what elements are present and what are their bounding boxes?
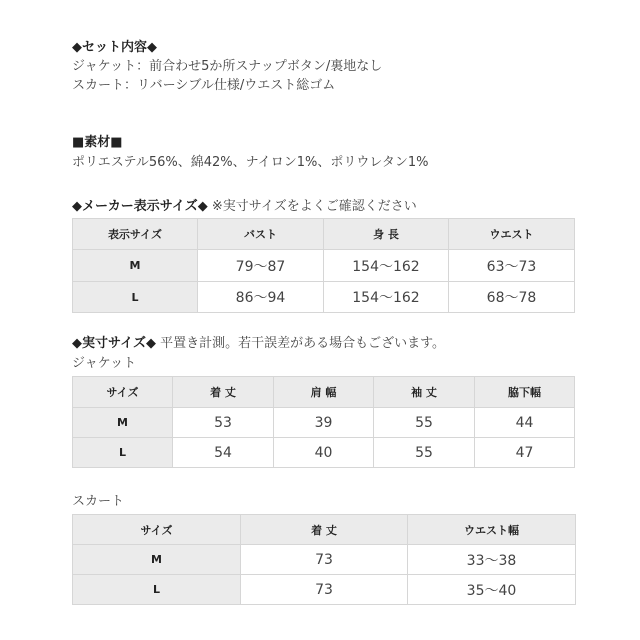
table-cell: 55 xyxy=(374,438,475,468)
table-row xyxy=(73,575,576,605)
table-row xyxy=(73,282,575,313)
maker-size-table xyxy=(72,218,575,313)
table-cell: 40 xyxy=(274,438,374,468)
column-header: 表示サイズ xyxy=(73,219,198,250)
material-heading: ■素材■ xyxy=(72,135,123,150)
skirt-size-table xyxy=(72,514,576,605)
table-cell: 33～38 xyxy=(408,545,576,575)
table-cell: 73 xyxy=(241,575,408,605)
table-cell: 55 xyxy=(374,408,475,438)
size-cell: L xyxy=(73,438,173,468)
table-cell: 68～78 xyxy=(449,282,575,313)
table-cell: 35～40 xyxy=(408,575,576,605)
table-cell: 73 xyxy=(241,545,408,575)
size-cell: L xyxy=(73,575,241,605)
jacket-size-table xyxy=(72,376,575,468)
table-cell: 54 xyxy=(173,438,274,468)
table-cell: 86～94 xyxy=(198,282,324,313)
table-cell: 39 xyxy=(274,408,374,438)
table-cell: 154～162 xyxy=(324,250,449,282)
column-header: サイズ xyxy=(73,377,173,408)
actual-size-heading xyxy=(72,335,445,353)
table-row xyxy=(73,545,576,575)
maker-size-heading xyxy=(72,198,417,216)
size-cell: M xyxy=(73,250,198,282)
table-header-row xyxy=(73,219,575,250)
table-row xyxy=(73,408,575,438)
table-cell: 79～87 xyxy=(198,250,324,282)
column-header: 袖 丈 xyxy=(374,377,475,408)
set-contents-jacket: ジャケット：前合わせ5か所スナップボタン/裏地なし xyxy=(72,59,383,74)
column-header: サイズ xyxy=(73,515,241,545)
skirt-label: スカート xyxy=(72,494,125,509)
maker-size-title: ◆メーカー表示サイズ◆ xyxy=(72,199,208,214)
column-header: ウエスト幅 xyxy=(408,515,576,545)
set-contents-skirt: スカート：リバーシブル仕様/ウエスト総ゴム xyxy=(72,78,336,93)
table-cell: 44 xyxy=(475,408,575,438)
size-cell: L xyxy=(73,282,198,313)
column-header: ウエスト xyxy=(449,219,575,250)
column-header: 肩 幅 xyxy=(274,377,374,408)
table-cell: 53 xyxy=(173,408,274,438)
column-header: バスト xyxy=(198,219,324,250)
column-header: 脇下幅 xyxy=(475,377,575,408)
maker-size-note: ※実寸サイズをよくご確認ください xyxy=(207,199,417,214)
table-row xyxy=(73,438,575,468)
table-cell: 47 xyxy=(475,438,575,468)
table-row xyxy=(73,250,575,282)
size-cell: M xyxy=(73,545,241,575)
column-header: 身 長 xyxy=(324,219,449,250)
set-contents-heading: ◆セット内容◆ xyxy=(72,40,157,55)
jacket-label: ジャケット xyxy=(72,356,137,371)
column-header: 着 丈 xyxy=(173,377,274,408)
size-cell: M xyxy=(73,408,173,438)
column-header: 着 丈 xyxy=(241,515,408,545)
table-cell: 63～73 xyxy=(449,250,575,282)
table-cell: 154～162 xyxy=(324,282,449,313)
material-text: ポリエステル56%、綿42%、ナイロン1%、ポリウレタン1% xyxy=(72,155,429,170)
table-header-row xyxy=(73,515,576,545)
actual-size-note: 平置き計測。若干誤差がある場合もございます。 xyxy=(155,336,446,351)
actual-size-title: ◆実寸サイズ◆ xyxy=(72,336,156,351)
table-header-row xyxy=(73,377,575,408)
